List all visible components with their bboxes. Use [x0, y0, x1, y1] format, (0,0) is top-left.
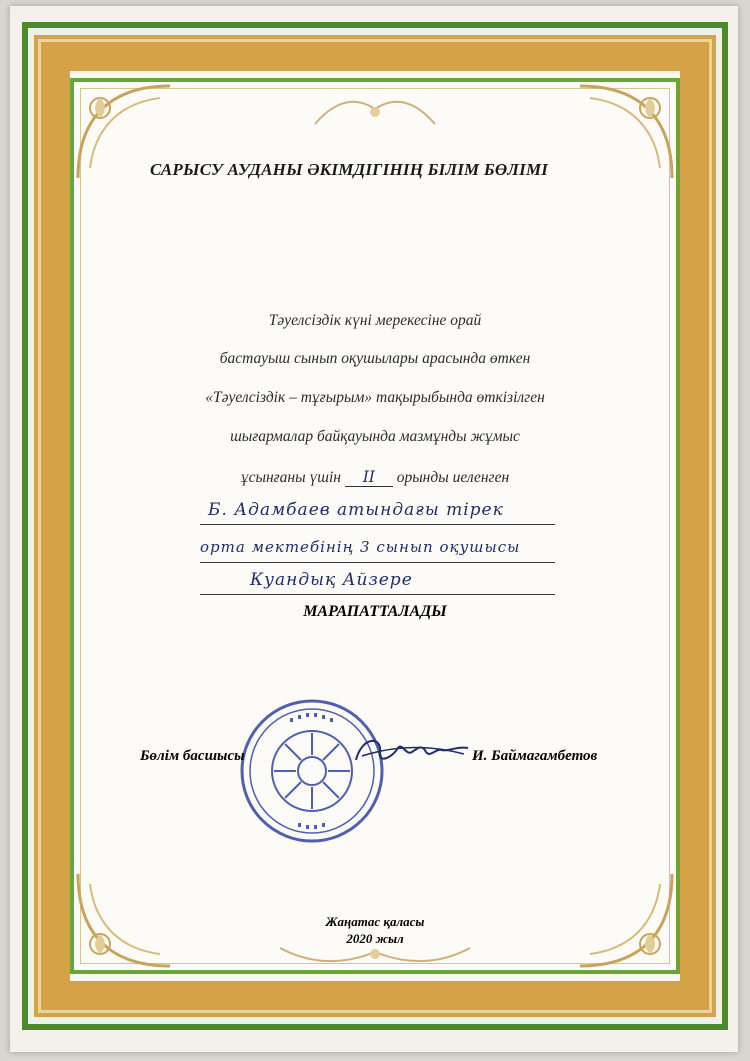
city-text: Жаңатас қаласы	[325, 914, 425, 929]
recipient-line-3: Куандық Айзере	[250, 570, 413, 590]
body-line-4: шығармалар байқауында мазмұнды жұмыс	[230, 428, 520, 445]
signature-name: И. Баймагамбетов	[472, 748, 598, 764]
recipient-underline-1	[200, 524, 555, 525]
signature-title: Бөлім басшысы	[140, 748, 245, 764]
place-value: II	[345, 468, 393, 487]
ornament-corner-icon	[570, 78, 680, 188]
place-line	[0, 468, 750, 487]
recipient-underline-3	[200, 594, 555, 595]
signature-scribble-icon	[352, 730, 472, 770]
body-line-1: Тәуелсіздік күні мерекесіне орай	[268, 312, 482, 329]
recipient-line-2: орта мектебінің 3 сынып оқушысы	[200, 538, 521, 556]
body-line-3: «Тәуелсіздік – тұғырым» тақырыбында өткізілген	[205, 389, 545, 406]
official-stamp-icon	[238, 697, 386, 845]
place-line-prefix: ұсынғаны үшін	[240, 469, 341, 486]
ornament-top-icon	[310, 84, 440, 134]
recipient-line-1: Б. Адамбаев атындағы тірек	[208, 500, 504, 520]
year-text: 2020 жыл	[346, 931, 404, 946]
body-line-2: бастауыш сынып оқушылары арасында өткен	[219, 350, 531, 367]
organization-title: САРЫСУ АУДАНЫ ӘКІМДІГІНІҢ БІЛІМ БӨЛІМІ	[150, 160, 549, 179]
recipient-underline-2	[200, 562, 555, 563]
award-text: МАРАПАТТАЛАДЫ	[303, 603, 447, 620]
place-line-suffix: орынды иеленген	[396, 469, 510, 486]
